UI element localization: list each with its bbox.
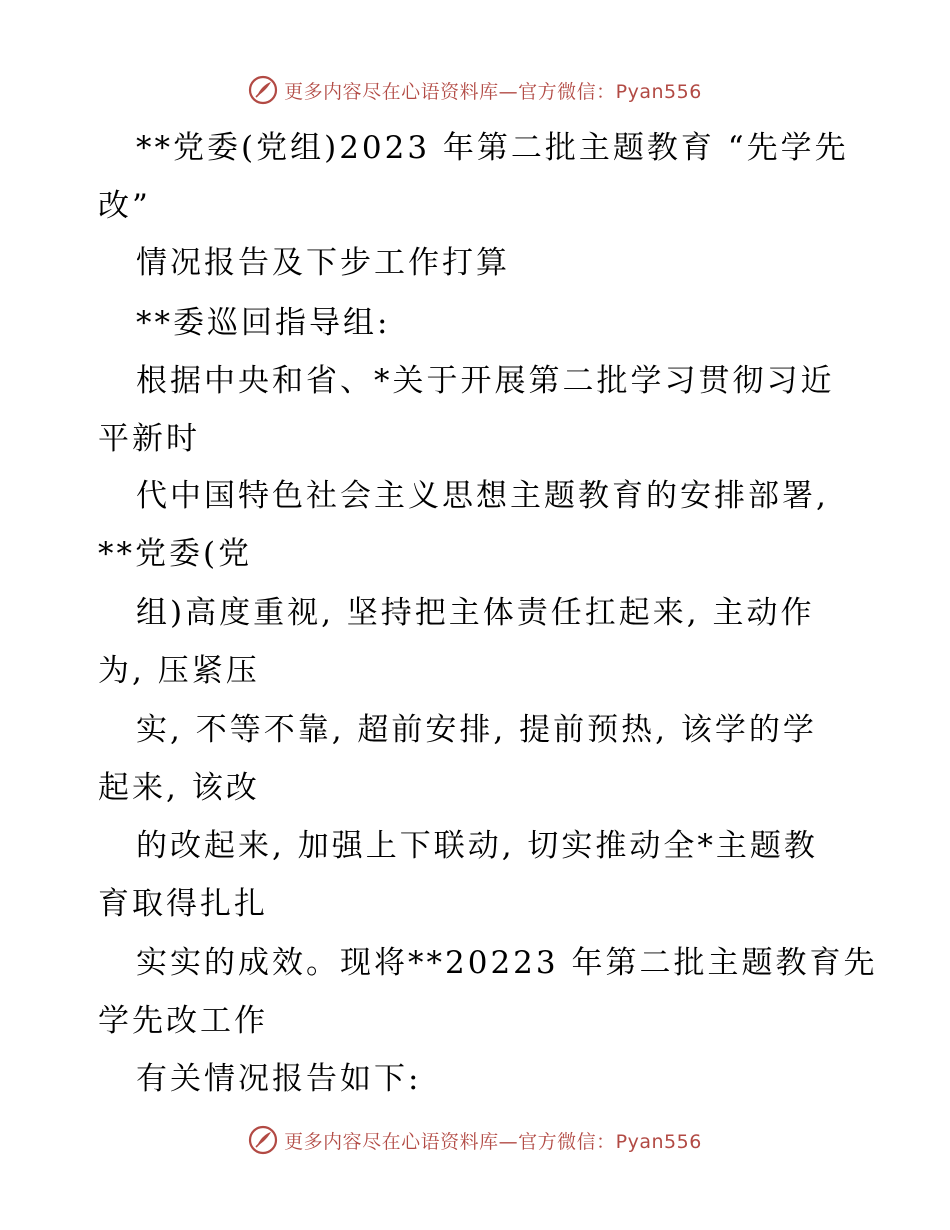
paragraph-line: 平新时 xyxy=(98,421,200,457)
watermark-text: 更多内容尽在心语资料库—官方微信：Pyan556 xyxy=(284,1130,702,1153)
title-line-3: 情况报告及下步工作打算 xyxy=(136,245,510,281)
paragraph-line: 组)高度重视, 坚持把主体责任扛起来, 主动作 xyxy=(136,595,815,631)
paragraph-line: 根据中央和省、*关于开展第二批学习贯彻习近 xyxy=(136,363,835,399)
watermark-footer xyxy=(0,1122,950,1158)
watermark-header xyxy=(0,72,950,108)
feather-seal-icon xyxy=(248,1125,278,1155)
paragraph-line: 实, 不等不靠, 超前安排, 提前预热, 该学的学 xyxy=(136,712,817,748)
feather-seal-icon xyxy=(248,75,278,105)
title-line-2: 改” xyxy=(98,188,151,224)
title-line-1: **党委(党组)2023 年第二批主题教育 “先学先 xyxy=(136,130,849,166)
paragraph-line: 有关情况报告如下: xyxy=(136,1061,422,1097)
watermark-text: 更多内容尽在心语资料库—官方微信：Pyan556 xyxy=(284,80,702,103)
paragraph-line: 的改起来, 加强上下联动, 切实推动全*主题教 xyxy=(136,828,818,864)
paragraph-line: 起来, 该改 xyxy=(98,770,260,806)
paragraph-line: 代中国特色社会主义思想主题教育的安排部署, xyxy=(136,478,829,514)
paragraph-line: 实实的成效。现将**20223 年第二批主题教育先 xyxy=(136,945,878,981)
paragraph-line: 育取得扎扎 xyxy=(98,886,268,922)
paragraph-line: 学先改工作 xyxy=(98,1003,268,1039)
paragraph-line: **党委(党 xyxy=(98,536,253,572)
paragraph-line: 为, 压紧压 xyxy=(98,653,260,689)
salutation: **委巡回指导组: xyxy=(136,305,391,341)
